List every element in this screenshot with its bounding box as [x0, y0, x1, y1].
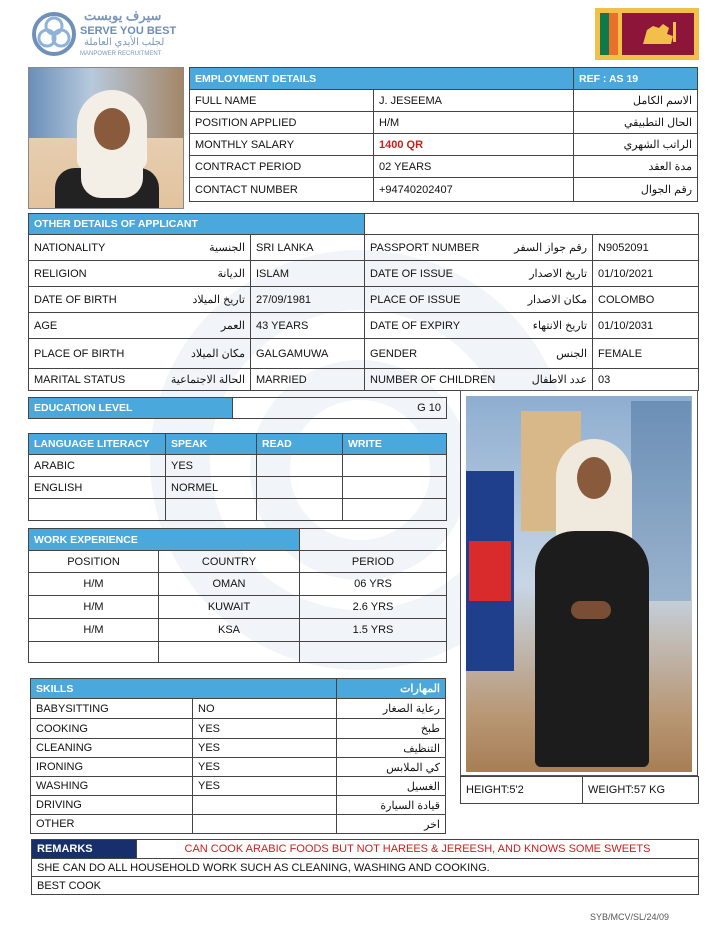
logo-emblem-icon — [30, 10, 78, 58]
nationality-label: NATIONALITY — [34, 241, 106, 254]
passport-label: PASSPORT NUMBER — [370, 241, 480, 254]
skill-arabic: الغسيل — [337, 777, 446, 796]
expiry-label: DATE OF EXPIRY — [370, 319, 461, 332]
brand-arabic-tagline: لجلب الأيدي العاملة — [84, 37, 165, 48]
position-arabic: الحال التطبيقي — [574, 112, 698, 134]
skill-value — [193, 796, 337, 815]
marital-label: MARITAL STATUS — [34, 373, 126, 386]
lion-emblem-icon — [637, 18, 681, 50]
work-period: 06 YRS — [300, 573, 447, 596]
brand-logo — [30, 8, 180, 60]
language-write — [343, 455, 447, 477]
salary-arabic: الراتب الشهري — [574, 134, 698, 156]
place-of-birth-arabic: مكان الميلاد — [190, 348, 245, 360]
expiry-value: 01/10/2031 — [593, 313, 699, 339]
skill-name: IRONING — [31, 758, 193, 777]
place-of-issue-label: PLACE OF ISSUE — [370, 293, 461, 306]
work-position: H/M — [29, 573, 159, 596]
place-of-issue-arabic: مكان الاصدار — [527, 294, 588, 306]
contract-arabic: مدة العقد — [574, 156, 698, 178]
place-of-birth-label: PLACE OF BIRTH — [34, 347, 125, 360]
country-column-header: COUNTRY — [159, 551, 300, 573]
weight-value: WEIGHT:57 KG — [583, 777, 699, 804]
gender-label: GENDER — [370, 347, 418, 360]
work-position — [29, 642, 159, 663]
language-speak: YES — [166, 455, 257, 477]
employment-details-table — [189, 67, 698, 202]
language-name: ENGLISH — [29, 477, 166, 499]
work-period: 2.6 YRS — [300, 596, 447, 619]
applicant-full-body-photo — [460, 390, 698, 776]
skill-name: BABYSITTING — [31, 699, 193, 719]
other-details-header-blank — [365, 214, 699, 235]
language-name — [29, 499, 166, 521]
remarks-line: BEST COOK — [32, 877, 699, 895]
issue-date-label: DATE OF ISSUE — [370, 267, 453, 280]
age-label: AGE — [34, 319, 58, 332]
skill-arabic: التنظيف — [337, 739, 446, 758]
remarks-highlight: CAN COOK ARABIC FOODS BUT NOT HAREES & JEREESH, AND KNOWS SOME SWEETS — [137, 840, 699, 859]
remarks-table — [31, 839, 699, 895]
language-read — [257, 477, 343, 499]
speak-header: SPEAK — [166, 434, 257, 455]
footer-code: SYB/MCV/SL/24/09 — [590, 912, 670, 922]
passport-arabic: رقم جواز السفر — [514, 242, 588, 254]
skill-name: WASHING — [31, 777, 193, 796]
nationality-value: SRI LANKA — [251, 235, 365, 261]
skill-name: CLEANING — [31, 739, 193, 758]
remarks-label: REMARKS — [32, 840, 137, 859]
skill-arabic: كي الملابس — [337, 758, 446, 777]
skill-arabic: طبخ — [337, 719, 446, 739]
skills-header: SKILLS — [31, 679, 337, 699]
language-read — [257, 455, 343, 477]
age-arabic: العمر — [220, 320, 245, 332]
education-table — [28, 397, 447, 419]
skill-name: DRIVING — [31, 796, 193, 815]
place-of-issue-value: COLOMBO — [593, 287, 699, 313]
language-table — [28, 433, 447, 521]
skills-header-arabic: المهارات — [337, 679, 446, 699]
language-speak: NORMEL — [166, 477, 257, 499]
religion-value: ISLAM — [251, 261, 365, 287]
contract-label: CONTRACT PERIOD — [190, 156, 374, 178]
work-experience-header: WORK EXPERIENCE — [29, 529, 300, 551]
brand-tagline: MANPOWER RECRUITMENT — [80, 51, 162, 57]
work-country: KSA — [159, 619, 300, 642]
education-value: G 10 — [233, 398, 447, 419]
work-experience-table — [28, 528, 447, 663]
remarks-line: SHE CAN DO ALL HOUSEHOLD WORK SUCH AS CLEANING, WASHING AND COOKING. — [32, 859, 699, 877]
children-value: 03 — [593, 369, 699, 391]
language-header: LANGUAGE LITERACY — [29, 434, 166, 455]
position-column-header: POSITION — [29, 551, 159, 573]
skill-value: NO — [193, 699, 337, 719]
height-value: HEIGHT:5'2 — [461, 777, 583, 804]
place-of-birth-value: GALGAMUWA — [251, 339, 365, 369]
work-country: KUWAIT — [159, 596, 300, 619]
brand-arabic-name: سيرف يوبست — [84, 8, 162, 23]
contact-value: +94740202407 — [374, 178, 574, 202]
other-details-table — [28, 213, 699, 391]
work-period: 1.5 YRS — [300, 619, 447, 642]
sri-lanka-flag — [595, 8, 699, 60]
language-name: ARABIC — [29, 455, 166, 477]
contact-arabic: رقم الجوال — [574, 178, 698, 202]
marital-arabic: الحالة الاجتماعية — [170, 374, 245, 386]
salary-value: 1400 QR — [374, 134, 574, 156]
applicant-portrait-photo — [28, 67, 184, 209]
period-column-header: PERIOD — [300, 551, 447, 573]
issue-date-arabic: تاريخ الاصدار — [529, 268, 588, 280]
physical-table — [460, 776, 699, 804]
skill-arabic: رعاية الصغار — [337, 699, 446, 719]
ref-number: REF : AS 19 — [574, 68, 698, 90]
work-position: H/M — [29, 596, 159, 619]
language-read — [257, 499, 343, 521]
full-name-arabic: الاسم الكامل — [574, 90, 698, 112]
dob-label: DATE OF BIRTH — [34, 293, 117, 306]
salary-label: MONTHLY SALARY — [190, 134, 374, 156]
skill-name: OTHER — [31, 815, 193, 834]
contract-value: 02 YEARS — [374, 156, 574, 178]
work-period — [300, 642, 447, 663]
work-position: H/M — [29, 619, 159, 642]
read-header: READ — [257, 434, 343, 455]
religion-arabic: الديانة — [217, 268, 245, 280]
dob-value: 27/09/1981 — [251, 287, 365, 313]
language-write — [343, 499, 447, 521]
position-value: H/M — [374, 112, 574, 134]
education-label: EDUCATION LEVEL — [29, 398, 233, 419]
skill-arabic: اخر — [337, 815, 446, 834]
full-name-label: FULL NAME — [190, 90, 374, 112]
skill-arabic: قيادة السيارة — [337, 796, 446, 815]
skill-value: YES — [193, 719, 337, 739]
gender-value: FEMALE — [593, 339, 699, 369]
write-header: WRITE — [343, 434, 447, 455]
contact-label: CONTACT NUMBER — [190, 178, 374, 202]
language-speak — [166, 499, 257, 521]
skill-value: YES — [193, 739, 337, 758]
skill-name: COOKING — [31, 719, 193, 739]
full-name-value: J. JESEEMA — [374, 90, 574, 112]
position-label: POSITION APPLIED — [190, 112, 374, 134]
age-value: 43 YEARS — [251, 313, 365, 339]
language-write — [343, 477, 447, 499]
skill-value: YES — [193, 758, 337, 777]
passport-value: N9052091 — [593, 235, 699, 261]
skill-value: YES — [193, 777, 337, 796]
children-arabic: عدد الاطفال — [531, 374, 588, 386]
skill-value — [193, 815, 337, 834]
expiry-arabic: تاريخ الانتهاء — [532, 320, 588, 332]
dob-arabic: تاريخ الميلاد — [192, 294, 245, 306]
nationality-arabic: الجنسية — [209, 242, 245, 254]
other-details-header: OTHER DETAILS OF APPLICANT — [29, 214, 365, 235]
brand-name: SERVE YOU BEST — [80, 25, 177, 37]
work-country: OMAN — [159, 573, 300, 596]
skills-table — [30, 678, 446, 834]
issue-date-value: 01/10/2021 — [593, 261, 699, 287]
work-country — [159, 642, 300, 663]
children-label: NUMBER OF CHILDREN — [370, 373, 496, 386]
gender-arabic: الجنس — [556, 348, 588, 360]
employment-header: EMPLOYMENT DETAILS — [190, 68, 574, 90]
marital-value: MARRIED — [251, 369, 365, 391]
religion-label: RELIGION — [34, 267, 87, 280]
